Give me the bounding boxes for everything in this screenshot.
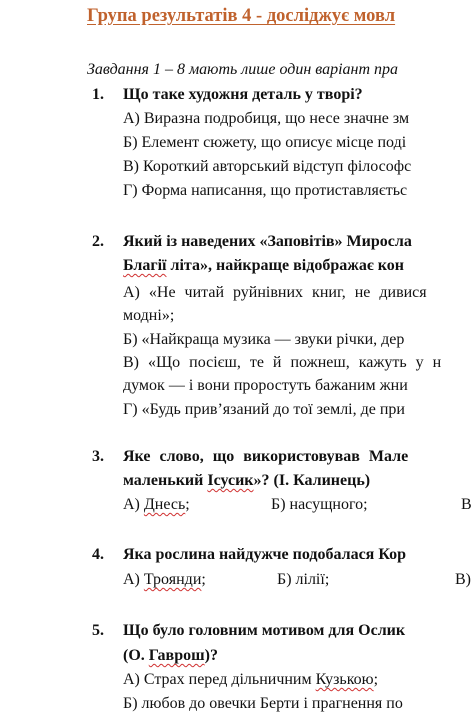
question-text: Яка рослина найдужче подобалася Кор <box>123 546 407 563</box>
instructions-text: Завдання 1 – 8 мають лише один варіант пра <box>87 61 399 78</box>
answer-option: А) «Не читай руйнівних книг, не дивися <box>123 284 427 301</box>
answer-option: Б) лілії; <box>277 571 330 588</box>
spellcheck-word: Гаврош <box>148 647 205 664</box>
answer-option: думок — і вони проростуть бажаним жни <box>123 377 408 394</box>
answer-option <box>123 571 206 589</box>
spellcheck-word: Кузькою <box>315 671 374 688</box>
question-number: 4. <box>92 546 104 563</box>
option-text: ; <box>373 671 379 688</box>
question-text-part: )? <box>204 647 218 664</box>
answer-option: В) «Що посієш, те й пожнеш, кажуть у н <box>123 354 442 371</box>
option-text: ; <box>185 496 190 513</box>
answer-option: Г) «Будь прив’язаний до тої землі, де при <box>123 401 405 418</box>
answer-option: Г) Форма написання, що протиставляєтьс <box>123 182 408 199</box>
option-text: ; <box>201 571 206 588</box>
option-label: А) <box>123 571 144 588</box>
answer-option <box>123 671 378 689</box>
question-text: Що було головним мотивом для Ослик <box>123 622 406 639</box>
answer-option: В <box>461 496 472 513</box>
question-text <box>123 257 404 275</box>
option-label: А) <box>123 496 144 513</box>
question-text <box>123 647 218 665</box>
question-text-part: »? (І. Калинець) <box>253 472 371 489</box>
answer-option: модні»; <box>123 307 175 324</box>
question-text: Який із наведених «Заповітів» Миросла <box>123 233 412 250</box>
question-text: Що таке художня деталь у творі? <box>123 86 363 103</box>
answer-option: Б) Елемент сюжету, що описує місце поді <box>123 134 407 151</box>
question-text-part: літа», найкраще відображає кон <box>166 257 404 274</box>
answer-option: Б) насущного; <box>271 496 368 513</box>
spellcheck-word: Ісусик <box>207 472 254 489</box>
spellcheck-word: Благії <box>123 257 167 274</box>
question-text-part: (О. <box>123 647 149 664</box>
question-text-part: маленький <box>123 472 208 489</box>
answer-option: Б) «Найкраща музика — звуки річки, дер <box>123 331 405 348</box>
question-number: 5. <box>92 622 104 639</box>
page-title: Група результатів 4 - досліджує мовл <box>87 6 396 26</box>
spellcheck-word: Днесь <box>143 496 186 513</box>
question-number: 1. <box>92 86 104 103</box>
question-text <box>123 472 370 490</box>
answer-option: А) Виразна подробиця, що несе значне зм <box>123 110 410 127</box>
answer-option: В) <box>455 571 471 588</box>
question-number: 2. <box>92 233 104 250</box>
question-text: Яке слово, що використовував Мале <box>123 448 409 465</box>
answer-option <box>123 496 190 514</box>
answer-option: Б) любов до овечки Берти і прагнення по <box>123 695 403 712</box>
option-text: А) Страх перед дільничним <box>123 671 316 688</box>
answer-option: В) Короткий авторський відступ філософс <box>123 158 412 175</box>
spellcheck-word: Троянди <box>143 571 202 588</box>
question-number: 3. <box>92 448 104 465</box>
